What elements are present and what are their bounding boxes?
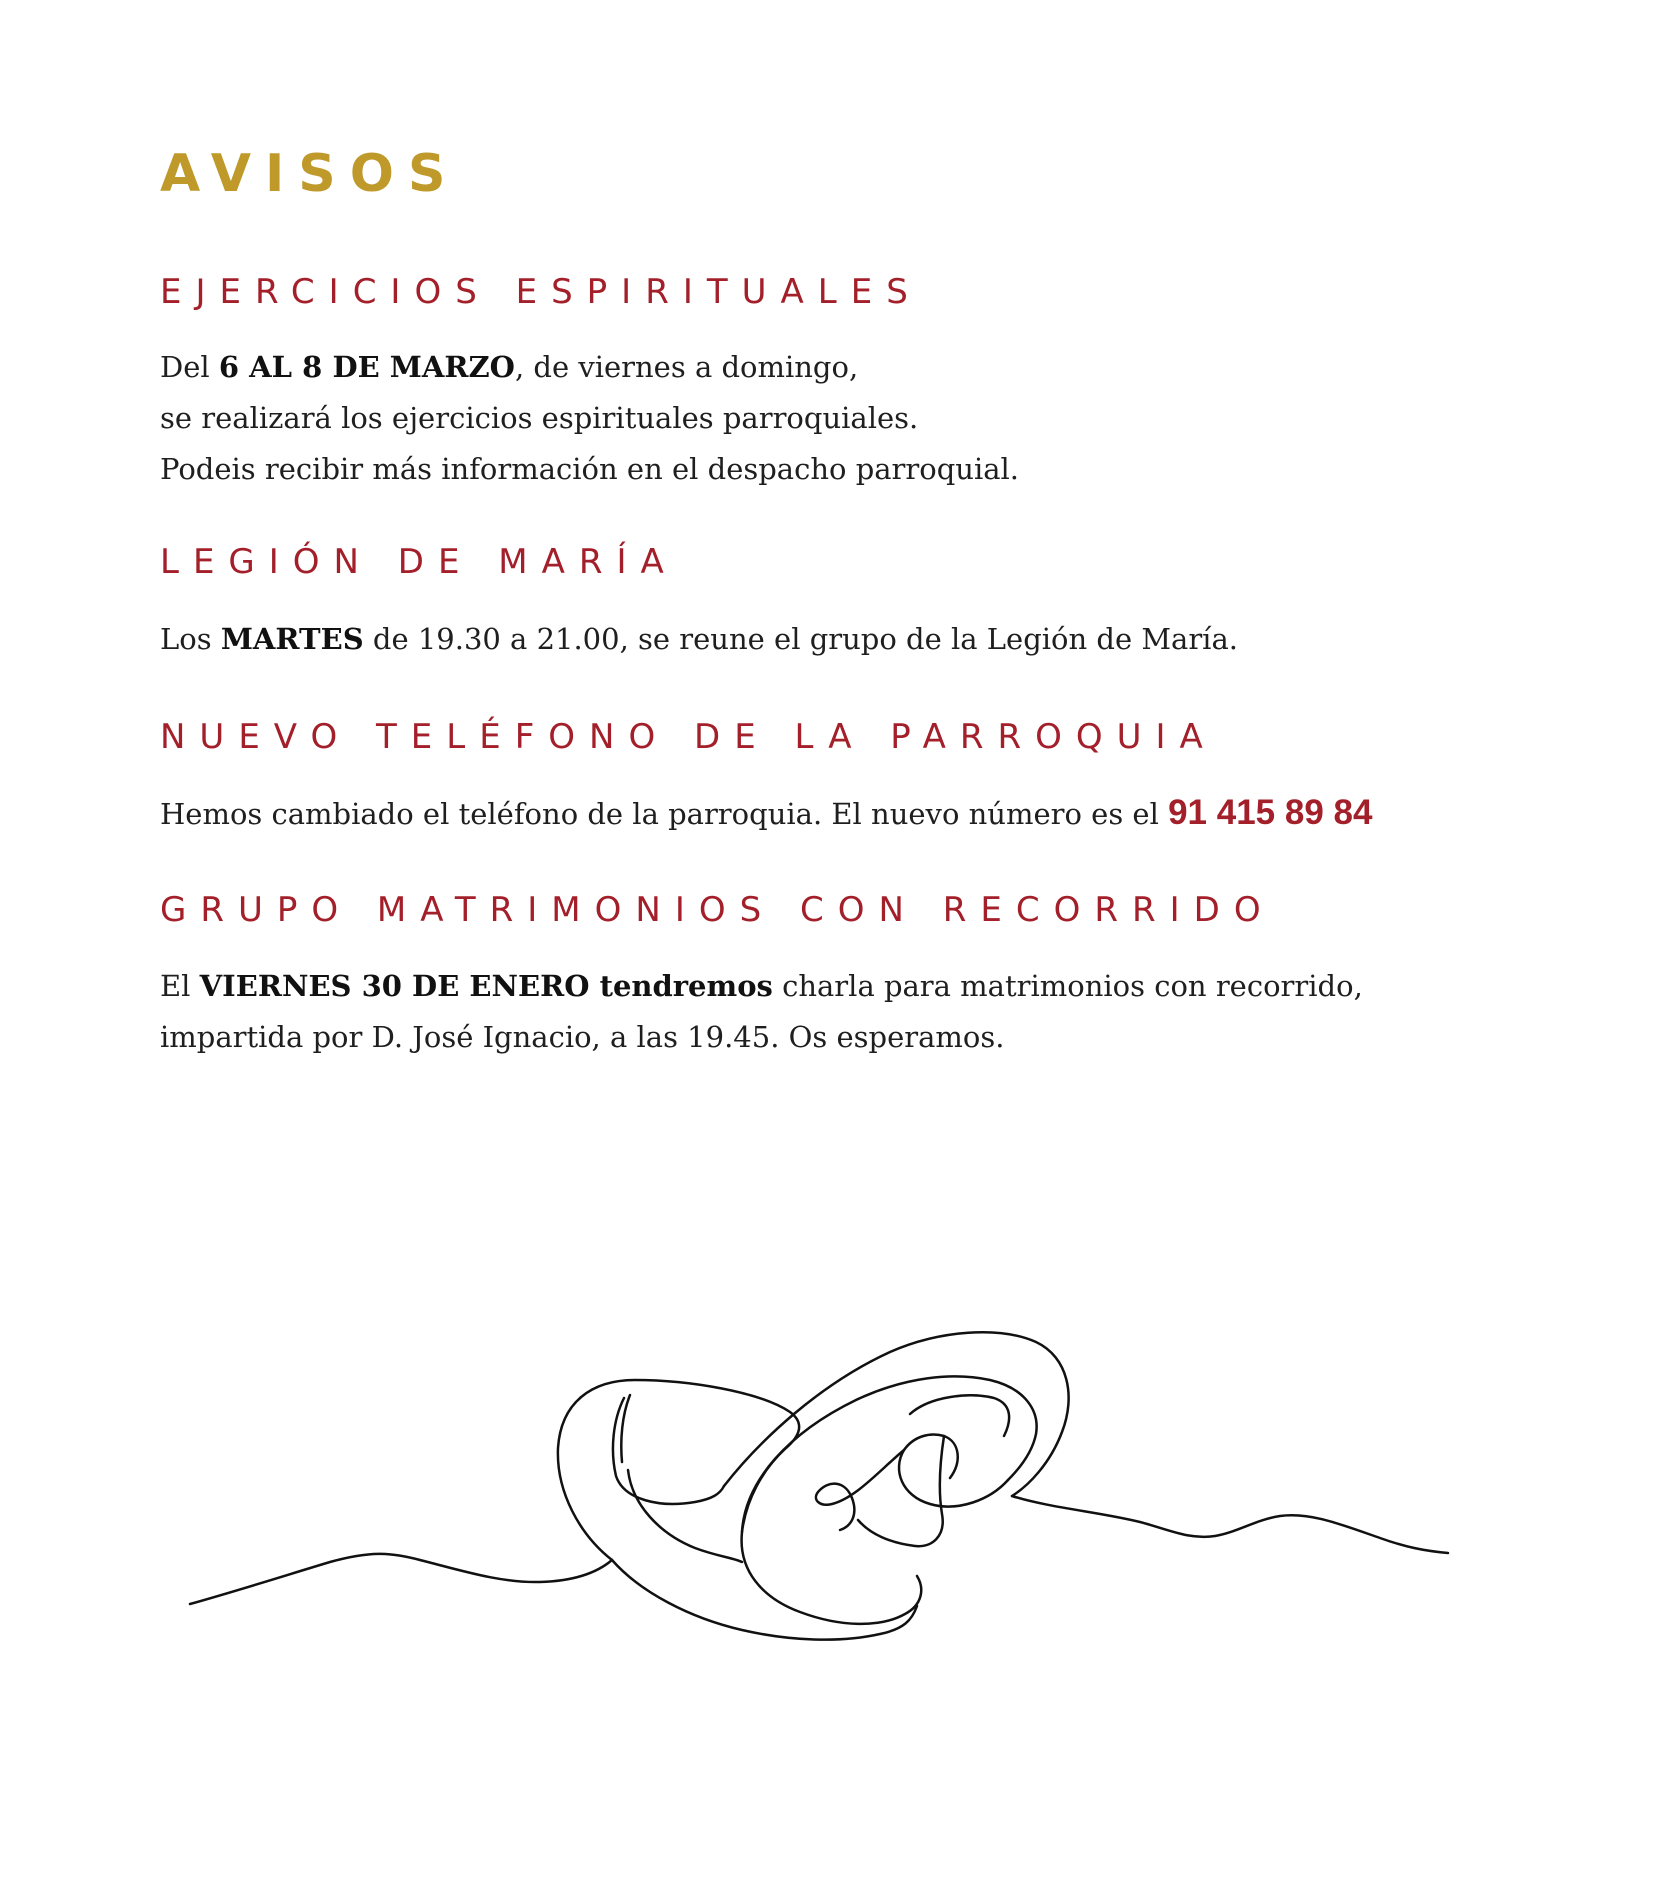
section-heading-matrimonios: GRUPO MATRIMONIOS CON RECORRIDO <box>160 890 1275 930</box>
emphasis-text: MARTES <box>220 622 364 656</box>
body-line: Podeis recibir más información en el despacho parroquial. <box>160 452 1020 486</box>
section-heading-legion: LEGIÓN DE MARÍA <box>160 542 678 582</box>
section-heading-telefono: NUEVO TELÉFONO DE LA PARROQUIA <box>160 717 1217 757</box>
phone-number: 91 415 89 84 <box>1168 793 1373 832</box>
section-heading-ejercicios: EJERCICIOS ESPIRITUALES <box>160 272 922 312</box>
body-line: Los MARTES de 19.30 a 21.00, se reune el grupo de la Legión de María. <box>160 622 1238 656</box>
emphasis-text: VIERNES 30 DE ENERO tendremos <box>199 969 773 1003</box>
body-line: El VIERNES 30 DE ENERO tendremos charla para matrimonios con recorrido, <box>160 969 1363 1003</box>
emphasis-text: 6 AL 8 DE MARZO <box>218 350 515 384</box>
body-line: Del 6 AL 8 DE MARZO, de viernes a domingo, <box>160 350 859 384</box>
body-line: se realizará los ejercicios espirituales parroquiales. <box>160 401 919 435</box>
body-line: impartida por D. José Ignacio, a las 19.45. Os esperamos. <box>160 1020 1005 1054</box>
page-title: AVISOS <box>160 144 460 204</box>
body-line: Hemos cambiado el teléfono de la parroquia. El nuevo número es el 91 415 89 84 <box>160 793 1373 832</box>
